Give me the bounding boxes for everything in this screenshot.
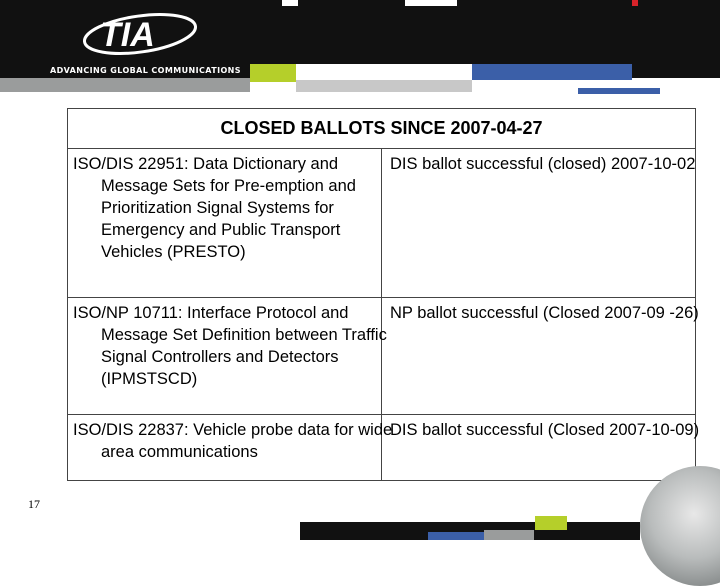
header-bar-white-2 (405, 0, 457, 6)
header-bar-white (282, 0, 298, 6)
page-number: 17 (28, 497, 40, 511)
footer-bar-blue (428, 532, 484, 540)
ballot-status-cell: DIS ballot successful (closed) 2007-10-02 (390, 155, 696, 173)
header-bar-gray (0, 78, 250, 92)
ballot-code: ISO/DIS 22837 (73, 421, 184, 439)
table-title: CLOSED BALLOTS SINCE 2007-04-27 (68, 109, 695, 149)
ballot-status-cell: DIS ballot successful (Closed 2007-10-09) (390, 421, 700, 439)
ballot-description: : Data Dictionary and Message Sets for Pre-emption and Prioritization Signal Systems for Emergency and Public Transport Vehicles (PRESTO) (101, 155, 356, 261)
svg-text:TIA: TIA (100, 16, 155, 54)
row-divider (68, 414, 695, 415)
row-divider (68, 297, 695, 298)
header-bar-gray-2 (296, 80, 472, 92)
ballot-code: ISO/NP 10711 (73, 304, 178, 322)
ballot-item-cell (73, 302, 401, 390)
footer-bar-green (535, 516, 567, 530)
header-bar-red (632, 0, 638, 6)
header-bar-green (250, 64, 296, 82)
header-bar-blue (472, 64, 632, 80)
ballot-item-cell (73, 419, 401, 463)
tia-logo (78, 10, 198, 58)
ballots-table (67, 108, 700, 481)
footer-bar-gray (484, 530, 534, 540)
ballot-item-cell (73, 153, 401, 263)
ballot-code: ISO/DIS 22951 (73, 155, 184, 173)
header-bar-blue-2 (578, 88, 660, 94)
ballot-description: : Interface Protocol and Message Set Definition between Traffic Signal Controllers and Detectors (IPMSTSCD) (101, 304, 387, 388)
ballot-status-cell: NP ballot successful (Closed 2007-09 -26) (390, 304, 699, 322)
header-bar-white-3 (296, 64, 472, 78)
ballot-description: : Vehicle probe data for wide area communications (101, 421, 393, 461)
globe-icon (640, 466, 720, 586)
tagline: ADVANCING GLOBAL COMMUNICATIONS (50, 66, 241, 75)
